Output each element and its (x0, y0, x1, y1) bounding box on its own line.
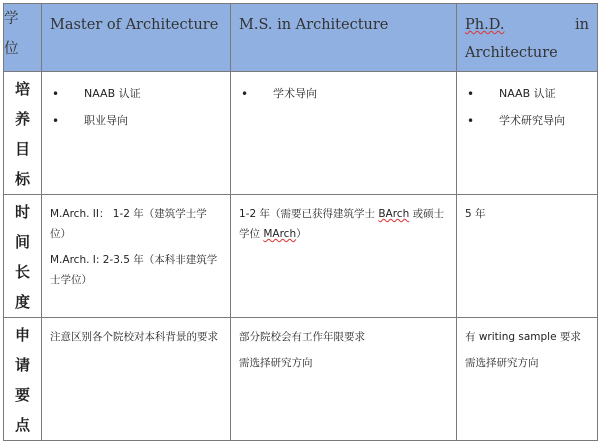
row-duration-label-char: 时 (14, 203, 30, 221)
row-duration-label-char: 度 (14, 293, 30, 311)
duration-phd-text: 5 年 (465, 208, 486, 220)
row-goal (4, 72, 598, 195)
header-phd-label (457, 4, 597, 71)
header-phd-word-c: Architecture (465, 45, 558, 61)
row-apply-label-char: 要 (14, 386, 30, 404)
row-apply-label-char: 点 (14, 416, 30, 434)
apply-ms (231, 318, 457, 441)
row-apply (4, 318, 598, 441)
row-duration-label-char: 长 (14, 263, 30, 281)
row-apply-label-char: 申 (14, 326, 30, 344)
duration-ms-text-part: ） (296, 228, 307, 240)
duration-ms-march: MArch (263, 228, 297, 240)
row-duration (4, 195, 598, 318)
goal-phd (457, 72, 598, 195)
header-corner-char-1: 学 (4, 11, 19, 27)
row-goal-label-char: 标 (14, 170, 30, 188)
list-item: • 职业导向 (52, 113, 230, 129)
duration-march (42, 195, 231, 318)
duration-ms-text-part: 1-2 年（需要已获得建筑学士 (239, 208, 379, 220)
duration-phd (457, 195, 598, 318)
header-row (4, 4, 598, 72)
header-phd-word-a: Ph.D. (465, 17, 505, 33)
header-phd-word-b: in (575, 17, 589, 33)
apply-ms-text-1: 部分院校会有工作年限要求 (239, 331, 365, 343)
header-ms (231, 4, 457, 72)
duration-ms-text-part: 或硕士学位 (239, 208, 445, 240)
header-march (42, 4, 231, 72)
header-march-label: Master of Architecture (50, 17, 219, 33)
duration-march-i: M.Arch. I: 2-3.5 年（本科非建筑学士学位） (50, 254, 218, 286)
apply-phd-text-2: 需选择研究方向 (465, 357, 539, 369)
duration-ms (231, 195, 457, 318)
apply-ms-text-2: 需选择研究方向 (239, 357, 313, 369)
row-goal-label (4, 72, 42, 195)
row-duration-label-char: 间 (14, 233, 30, 251)
apply-march-text: 注意区别各个院校对本科背景的要求 (50, 331, 218, 343)
row-duration-label (4, 195, 42, 318)
goal-march (42, 72, 231, 195)
apply-phd-text-1: 有 writing sample 要求 (465, 331, 581, 343)
duration-ms-text (239, 204, 448, 244)
row-goal-label-char: 养 (14, 110, 30, 128)
goal-ms (231, 72, 457, 195)
list-item: • NAAB 认证 (52, 86, 230, 102)
list-item: • 学术导向 (241, 86, 456, 102)
header-corner-degree (4, 4, 42, 72)
row-goal-label-char: 目 (14, 140, 30, 158)
row-goal-label-char: 培 (14, 80, 30, 98)
duration-ms-barch: BArch (378, 208, 410, 220)
duration-march-ii: M.Arch. II： 1-2 年（建筑学士学位） (50, 208, 207, 240)
list-item: • NAAB 认证 (467, 86, 597, 102)
apply-march (42, 318, 231, 441)
header-corner-char-2: 位 (4, 41, 19, 57)
degree-comparison-table (3, 3, 598, 441)
header-ms-label: M.S. in Architecture (239, 17, 389, 33)
row-apply-label-char: 请 (14, 356, 30, 374)
header-phd (457, 4, 598, 72)
apply-phd (457, 318, 598, 441)
row-apply-label (4, 318, 42, 441)
list-item: • 学术研究导向 (467, 113, 597, 129)
